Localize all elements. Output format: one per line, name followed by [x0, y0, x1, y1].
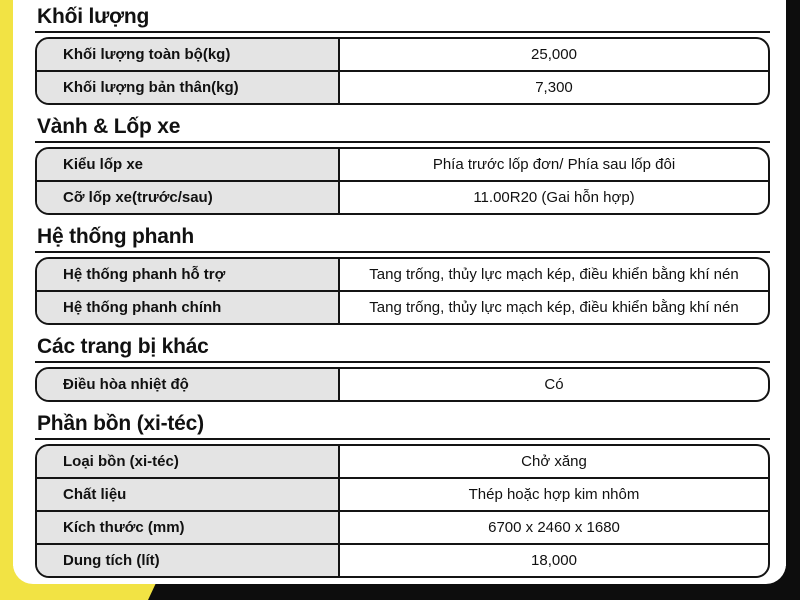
spec-table: [35, 147, 770, 215]
spec-value: Thép hoặc hợp kim nhôm: [468, 486, 640, 503]
spec-section: [35, 334, 770, 402]
spec-section: [35, 4, 770, 105]
section-title: Khối lượng: [37, 5, 150, 28]
table-row: [37, 149, 768, 180]
spec-label: Loại bồn (xi-téc): [37, 446, 340, 477]
spec-label: Dung tích (lít): [37, 545, 340, 576]
spec-value: Tang trống, thủy lực mạch kép, điều khiển bằng khí nén: [369, 266, 739, 283]
spec-table: [35, 37, 770, 105]
spec-table: [35, 367, 770, 402]
section-title-underline: [35, 141, 770, 143]
table-row: [37, 543, 768, 576]
spec-label: Hệ thống phanh chính: [37, 292, 340, 323]
spec-label: Khối lượng toàn bộ(kg): [37, 39, 340, 70]
section-title-underline: [35, 438, 770, 440]
spec-value: Phía trước lốp đơn/ Phía sau lốp đôi: [432, 156, 676, 173]
section-title: Các trang bị khác: [37, 335, 209, 358]
spec-label: Kích thước (mm): [37, 512, 340, 543]
spec-label: Hệ thống phanh hỗ trợ: [37, 259, 340, 290]
spec-section: [35, 411, 770, 578]
spec-label: Cỡ lốp xe(trước/sau): [37, 182, 340, 213]
bottom-accent-bar: [140, 583, 800, 600]
spec-table: [35, 257, 770, 325]
table-row: [37, 39, 768, 70]
table-row: [37, 510, 768, 543]
spec-sheet-page: [13, 0, 786, 584]
spec-value: Có: [544, 376, 564, 393]
spec-value: 7,300: [535, 79, 573, 96]
section-title: Vành & Lốp xe: [37, 115, 181, 138]
spec-section: [35, 224, 770, 325]
spec-label: Kiểu lốp xe: [37, 149, 340, 180]
spec-value: 18,000: [531, 552, 577, 569]
spec-value: 25,000: [531, 46, 577, 63]
table-row: [37, 180, 768, 213]
section-title: Hệ thống phanh: [37, 225, 195, 248]
spec-table: [35, 444, 770, 578]
table-row: [37, 70, 768, 103]
spec-section: [35, 114, 770, 215]
table-row: [37, 477, 768, 510]
table-row: [37, 369, 768, 400]
spec-label: Chất liệu: [37, 479, 340, 510]
section-title-underline: [35, 361, 770, 363]
spec-label: Khối lượng bản thân(kg): [37, 72, 340, 103]
table-row: [37, 259, 768, 290]
spec-value: Tang trống, thủy lực mạch kép, điều khiển bằng khí nén: [369, 299, 739, 316]
spec-label: Điều hòa nhiệt độ: [37, 369, 340, 400]
spec-value: 6700 x 2460 x 1680: [488, 519, 620, 536]
spec-value: 11.00R20 (Gai hỗn hợp): [473, 189, 635, 206]
table-row: [37, 290, 768, 323]
left-accent-bar: [0, 0, 13, 600]
table-row: [37, 446, 768, 477]
spec-value: Chở xăng: [521, 453, 587, 470]
section-title-underline: [35, 251, 770, 253]
section-title-underline: [35, 31, 770, 33]
right-accent-bar: [786, 0, 800, 600]
bottom-left-accent-bar: [0, 583, 158, 600]
section-title: Phần bồn (xi-téc): [37, 412, 204, 435]
